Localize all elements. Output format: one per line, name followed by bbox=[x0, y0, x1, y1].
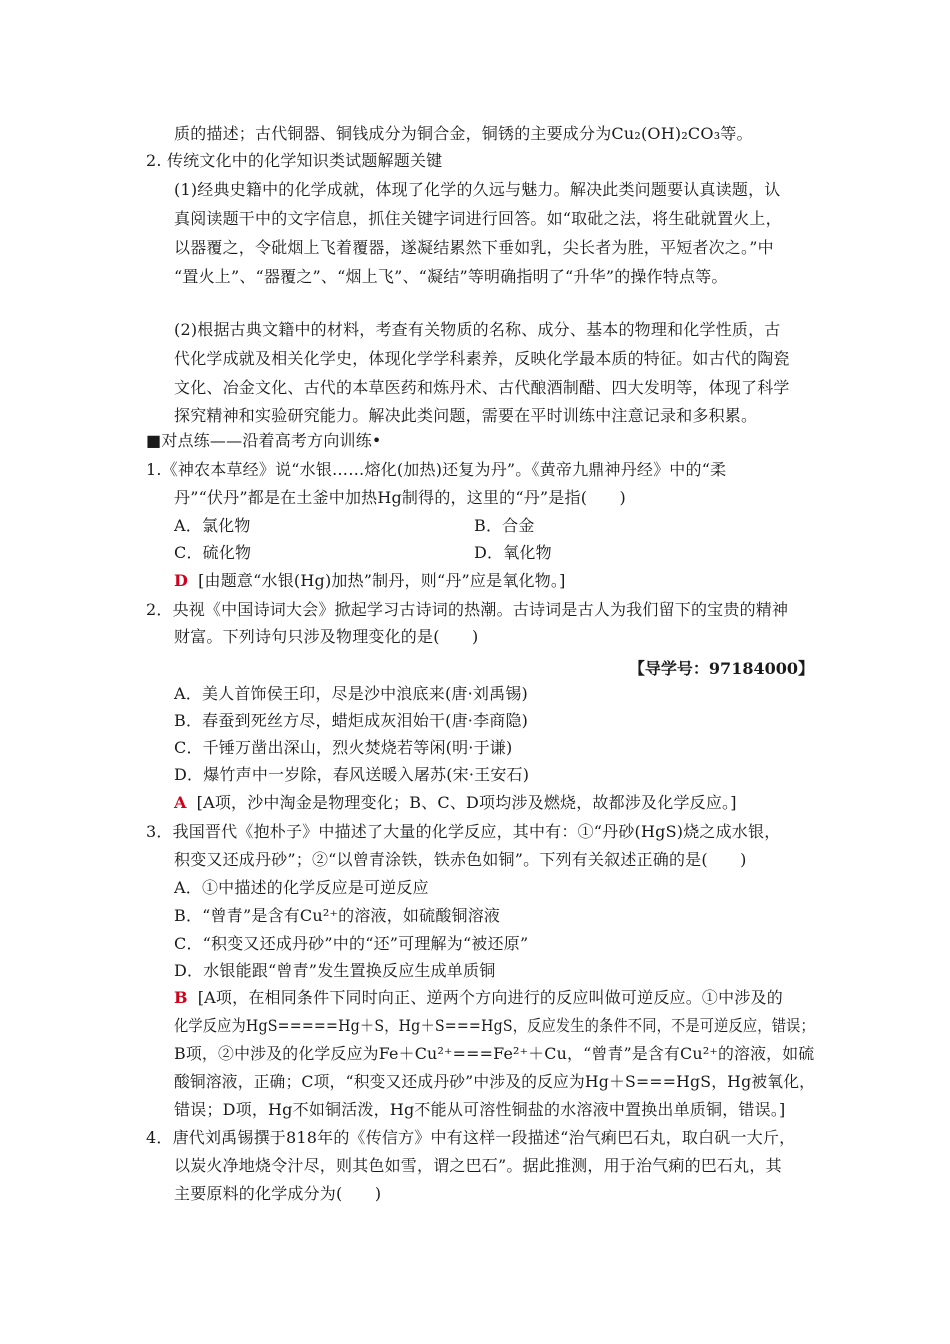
q2-stem-line-2: 财富。下列诗句只涉及物理变化的是( ) bbox=[174, 627, 479, 646]
paragraph-1-line-4: “置火上”、“器覆之”、“烟上飞”、“凝结”等明确指明了“升华”的操作特点等。 bbox=[174, 267, 728, 286]
q2-answer: A bbox=[174, 793, 187, 812]
q4-stem-line-1: 4．唐代刘禹锡撰于818年的《传信方》中有这样一段描述“治气痢巴石丸，取白矾一大斤， bbox=[146, 1128, 796, 1147]
q2-answer-line bbox=[174, 793, 737, 813]
section-heading: ■对点练——沿着高考方向训练• bbox=[146, 431, 382, 450]
paragraph-1-line-2: 真阅读题干中的文字信息，抓住关键字词进行回答。如“取砒之法，将生砒就置火上， bbox=[174, 209, 782, 228]
q1-option-a: A．氯化物 bbox=[174, 516, 251, 535]
q3-option-c: C．“积变又还成丹砂”中的“还”可理解为“被还原” bbox=[174, 934, 529, 953]
q1-option-c: C．硫化物 bbox=[174, 543, 252, 562]
paragraph-2-line-2: 代化学成就及相关化学史，体现化学学科素养，反映化学最本质的特征。如古代的陶瓷 bbox=[174, 349, 790, 368]
q3-explanation-line-4: 酸铜溶液，正确；C项，“积变又还成丹砂”中涉及的反应为Hg＋S===HgS，Hg被氧化， bbox=[174, 1072, 816, 1091]
paragraph-2-line-3: 文化、冶金文化、古代的本草医药和炼丹术、古代酿酒制醋、四大发明等，体现了科学 bbox=[174, 378, 790, 397]
q4-stem-line-2: 以炭火净地烧令汁尽，则其色如雪，谓之巴石”。据此推测，用于治气痢的巴石丸，其 bbox=[174, 1156, 782, 1175]
q2-option-b: B．春蚕到死丝方尽，蜡炬成灰泪始干(唐·李商隐) bbox=[174, 711, 529, 730]
paragraph-1-line-3: 以器覆之，令砒烟上飞着覆器，遂凝结累然下垂如乳，尖长者为胜，平短者次之。”中 bbox=[174, 238, 774, 257]
q2-option-d: D．爆竹声中一岁除，春风送暖入屠苏(宋·王安石) bbox=[174, 765, 530, 784]
q2-stem-line-1: 2．央视《中国诗词大会》掀起学习古诗词的热潮。古诗词是古人为我们留下的宝贵的精神 bbox=[146, 600, 789, 619]
q2-option-a: A．美人首饰侯王印，尽是沙中浪底来(唐·刘禹锡) bbox=[174, 684, 528, 703]
q3-explanation-line-1: [A项，在相同条件下同时向正、逆两个方向进行的反应叫做可逆反应。①中涉及的 bbox=[197, 988, 783, 1007]
q3-option-d: D．水银能跟“曾青”发生置换反应生成单质铜 bbox=[174, 961, 496, 980]
q2-reference-number: 【导学号：97184000】 bbox=[628, 659, 814, 678]
q3-option-a: A．①中描述的化学反应是可逆反应 bbox=[174, 878, 429, 897]
q3-option-b: B．“曾青”是含有Cu²⁺的溶液，如硫酸铜溶液 bbox=[174, 906, 501, 925]
intro-line-1: 质的描述；古代铜器、铜钱成分为铜合金，铜锈的主要成分为Cu₂(OH)₂CO₃等。 bbox=[174, 124, 753, 143]
q2-option-c: C．千锤万凿出深山，烈火焚烧若等闲(明·于谦) bbox=[174, 738, 513, 757]
q3-stem-line-2: 积变又还成丹砂”；②“以曾青涂铁，铁赤色如铜”。下列有关叙述正确的是( ) bbox=[174, 850, 747, 869]
q1-explanation: [由题意“水银(Hg)加热”制丹，则“丹”应是氧化物。] bbox=[198, 571, 566, 590]
q1-answer-line bbox=[174, 571, 566, 591]
q3-answer-line bbox=[174, 988, 783, 1008]
q2-explanation: [A项，沙中淘金是物理变化；B、C、D项均涉及燃烧，故都涉及化学反应。] bbox=[196, 793, 737, 812]
q3-explanation-line-2: 化学反应为HgS=====Hg＋S，Hg＋S===HgS，反应发生的条件不同，不是可逆反应，错误； bbox=[174, 1016, 815, 1035]
q1-option-b: B．合金 bbox=[474, 516, 535, 535]
q3-stem-line-1: 3．我国晋代《抱朴子》中描述了大量的化学反应，其中有：①“丹砂(HgS)烧之成水银， bbox=[146, 822, 781, 841]
q3-explanation-line-5: 错误；D项，Hg不如铜活泼，Hg不能从可溶性铜盐的水溶液中置换出单质铜，错误。] bbox=[174, 1100, 786, 1119]
paragraph-2-line-1: (2)根据古典文籍中的材料，考查有关物质的名称、成分、基本的物理和化学性质，古 bbox=[174, 320, 781, 339]
paragraph-2-line-4: 探究精神和实验研究能力。解决此类问题，需要在平时训练中注意记录和多积累。 bbox=[174, 406, 758, 425]
q3-answer: B bbox=[174, 988, 188, 1007]
q1-option-d: D．氧化物 bbox=[474, 543, 552, 562]
q1-stem-line-2: 丹”“伏丹”都是在土釜中加热Hg制得的，这里的“丹”是指( ) bbox=[174, 488, 626, 507]
point-2-title: 2. 传统文化中的化学知识类试题解题关键 bbox=[146, 151, 443, 170]
q4-stem-line-3: 主要原料的化学成分为( ) bbox=[174, 1184, 382, 1203]
q1-answer: D bbox=[174, 571, 189, 590]
q1-stem-line-1: 1.《神农本草经》说“水银……熔化(加热)还复为丹”。《黄帝九鼎神丹经》中的“柔 bbox=[146, 460, 727, 479]
paragraph-1-line-1: (1)经典史籍中的化学成就，体现了化学的久远与魅力。解决此类问题要认真读题，认 bbox=[174, 180, 781, 199]
q3-explanation-line-3: B项，②中涉及的化学反应为Fe＋Cu²⁺===Fe²⁺＋Cu，“曾青”是含有Cu²⁺的溶液，如硫 bbox=[174, 1044, 815, 1063]
